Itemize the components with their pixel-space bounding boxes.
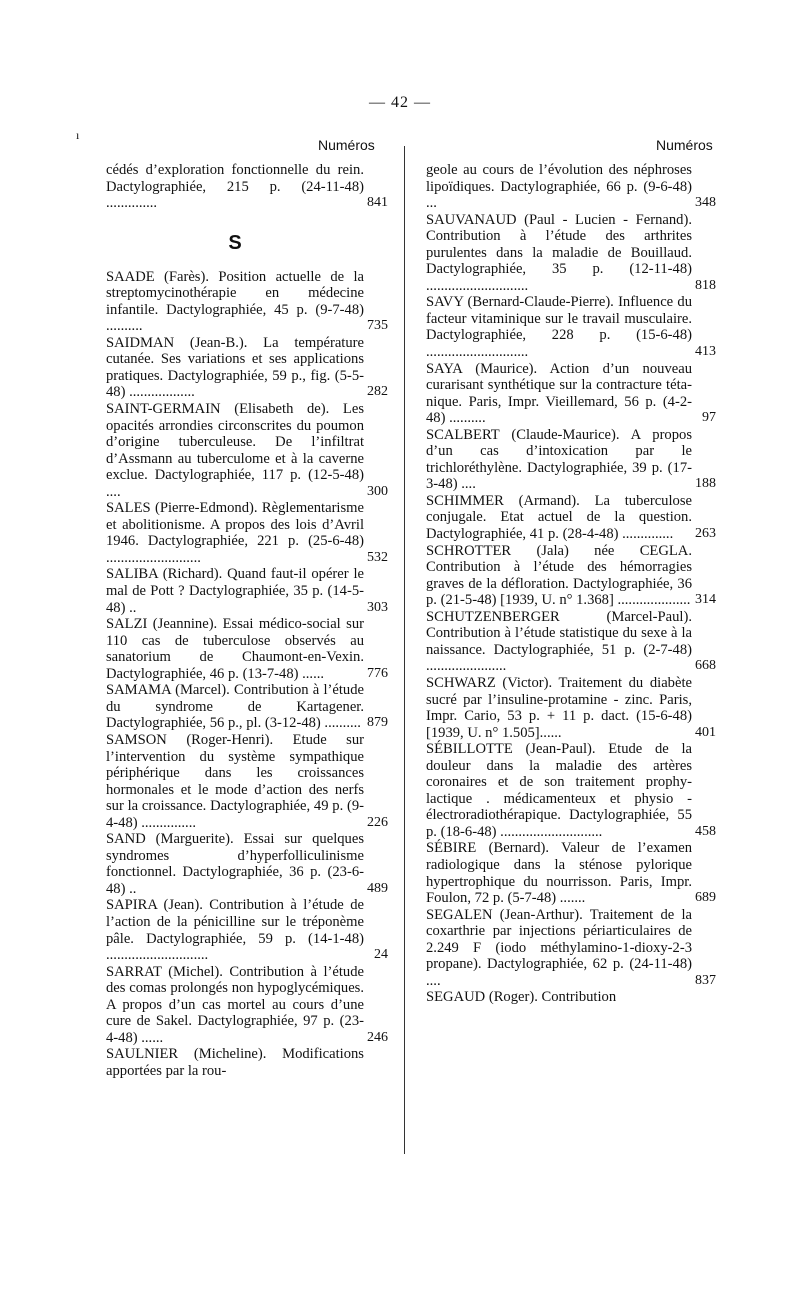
- index-entry: [106, 964, 388, 1047]
- entry-number: 689: [695, 890, 716, 906]
- index-entry: [426, 609, 716, 675]
- entry-text: SÉBILLOTTE (Jean-Paul). Etude de la douleur dans la maladie des artères coronaires et de son traitement prophylactique . médicamenteux et physio - électroradiothérapique. Dactylographiée, 55 p. (18-6-48) ............................: [426, 741, 692, 840]
- index-entry: [426, 543, 716, 609]
- index-entry: [106, 162, 388, 212]
- entry-number: 841: [367, 195, 388, 211]
- entry-text: SAPIRA (Jean). Contribution à l’étude de l’action de la pénicilline sur le tréponème pâle. Dactylographiée, 59 p. (14-1-48) ............................: [106, 897, 364, 964]
- index-entry: [426, 493, 716, 543]
- entry-text: SCHIMMER (Armand). La tuberculose conjugale. Etat actuel de la question. Dactylographiée, 41 p. (28-4-48) ..............: [426, 492, 692, 543]
- section-letter: S: [228, 231, 242, 254]
- entry-number: 401: [695, 724, 716, 740]
- entry-number: 282: [367, 384, 388, 400]
- entry-text: SAND (Marguerite). Essai sur quelques syndromes d’hyperfolliculinisme fonctionnel. Dactylographiée, 36 p. (23-6-48) ..: [106, 831, 364, 897]
- entry-text: geole au cours de l’évolution des néphroses lipoïdiques. Dactylographiée, 66 p. (9-6-48) ...: [426, 162, 692, 212]
- index-entry: [426, 294, 716, 360]
- entry-number: 188: [695, 476, 716, 492]
- index-entry: [106, 831, 388, 897]
- entry-number: 532: [367, 549, 388, 565]
- index-entry: [106, 682, 388, 732]
- entry-number: 413: [695, 344, 716, 360]
- entry-number: 97: [702, 410, 716, 426]
- entry-text: SCHROTTER (Jala) née CEGLA. Contribution à l’étude des hémorragies graves de la défloration. Dactylographiée, 36 p. (21-5-48) [1939, U. n° 1.368] ....................: [426, 542, 692, 609]
- entry-text: SALIBA (Richard). Quand faut-il opérer le mal de Pott ? Dactylographiée, 35 p. (14-5-48) ..: [106, 566, 364, 616]
- entry-number: 348: [695, 195, 716, 211]
- index-entry: [106, 566, 388, 616]
- index-entry: [106, 500, 388, 566]
- index-entry: [426, 989, 716, 1006]
- entry-text: SAIDMAN (Jean-B.). La température cutanée. Ses variations et ses applications pratiques. Dactylographiée, 59 p., fig. (5-5-48) ..................: [106, 334, 364, 401]
- entry-number: 263: [695, 526, 716, 542]
- left-column: [106, 162, 388, 1079]
- right-column: [426, 162, 716, 1006]
- index-entry: [106, 269, 388, 335]
- entry-text: SAUVANAUD (Paul - Lucien - Fernand). Contribution à l’étude des arthrites purulentes dans la maladie de Bouillaud. Dactylographiée, 35 p. (12-11-48) ............................: [426, 211, 692, 294]
- index-entry: [106, 732, 388, 831]
- index-entry: [106, 401, 388, 500]
- right-column-header: Numéros: [656, 137, 713, 153]
- entry-number: 837: [695, 972, 716, 988]
- entry-text: SAADE (Farès). Position actuelle de la streptomycinothérapie en médecine infantile. Dactylographiée, 45 p. (9-7-48) ..........: [106, 268, 364, 335]
- index-entry: [426, 741, 716, 840]
- entry-text: SEGALEN (Jean-Arthur). Traitement de la coxarthrie par injections périarticulaires de 2.249 F (iodo méthylamino-1-dioxy-2-3 propane). Dactylographiée, 62 p. (24-11-48) ....: [426, 906, 692, 989]
- entry-text: SALES (Pierre-Edmond). Règlementarisme et abolitionisme. A propos des lois d’Avril 1946. Dactylographiée, 221 p. (25-6-48) ..........................: [106, 500, 364, 566]
- entry-text: SCALBERT (Claude-Maurice). A propos d’un cas d’intoxication par le trichloréthylène. Dactylographiée, 39 p. (17-3-48) ....: [426, 426, 692, 493]
- entry-number: 226: [367, 814, 388, 830]
- entry-text: SAULNIER (Micheline). Modifications apportées par la rou-: [106, 1046, 364, 1079]
- left-column-header: Numéros: [318, 137, 375, 153]
- index-entry: [426, 675, 716, 741]
- entry-text: SAMAMA (Marcel). Contribution à l’étude du syndrome de Kartagener. Dactylographiée, 56 p., pl. (3-12-48) ..........: [106, 682, 364, 732]
- index-entry: [426, 427, 716, 493]
- index-entry: [426, 361, 716, 427]
- entry-number: 24: [374, 947, 388, 963]
- entry-number: 303: [367, 599, 388, 615]
- entry-number: 818: [695, 277, 716, 293]
- entry-text: SAYA (Maurice). Action d’un nouveau curarisant synthétique sur la contracture tétanique. Paris, Impr. Vieillemard, 56 p. (4-2-48) ..........: [426, 360, 692, 427]
- index-entry: [426, 162, 716, 212]
- index-entry: [106, 616, 388, 682]
- index-entry: [106, 897, 388, 963]
- entry-text: SAVY (Bernard-Claude-Pierre). Influence du facteur vitaminique sur le travail musculaire. Dactylographiée, 228 p. (15-6-48) ............................: [426, 294, 692, 361]
- index-entry: [106, 1046, 388, 1079]
- entry-number: 314: [695, 592, 716, 608]
- entry-text: SCHUTZENBERGER (Marcel-Paul). Contribution à l’étude statistique du sexe à la naissance. Dactylographiée, 51 p. (2-7-48) ......................: [426, 608, 692, 675]
- entry-text: SAMSON (Roger-Henri). Etude sur l’intervention du système sympathique périphérique dans les croissances hormonales et le mode d’action des nerfs sur la croissance. Dactylographiée, 49 p. (9-4-48) ...............: [106, 731, 364, 831]
- entry-number: 246: [367, 1029, 388, 1045]
- index-entry: [426, 907, 716, 990]
- entry-number: 458: [695, 823, 716, 839]
- entry-text: SCHWARZ (Victor). Traitement du diabète sucré par l’insuline-protamine - zinc. Paris, Impr. Cario, 53 p. + 11 p. dact. (15-6-48) [1939, U. n° 1.505]......: [426, 674, 692, 741]
- column-divider: [404, 146, 405, 1154]
- entry-text: SAINT-GERMAIN (Elisabeth de). Les opacités arrondies circonscrites du poumon d’origine tuberculeuse. De l’infiltrat d’Assmann au tuberculome et à la caverne exclue. Dactylographiée, 117 p. (12-5-48) ....: [106, 401, 364, 500]
- entry-number: 879: [367, 715, 388, 731]
- entry-text: SARRAT (Michel). Contribution à l’étude des comas prolongés non hypoglycémiques. A propos d’un cas mortel au cours d’une cure de Sakel. Dactylographiée, 97 p. (23-4-48) ......: [106, 963, 364, 1046]
- entry-number: 489: [367, 880, 388, 896]
- entry-number: 300: [367, 483, 388, 499]
- index-entry: [426, 840, 716, 906]
- page-number: — 42 —: [369, 94, 431, 111]
- entry-number: 668: [695, 658, 716, 674]
- index-entry: [426, 212, 716, 295]
- entry-number: 735: [367, 318, 388, 334]
- entry-text: SEGAUD (Roger). Contribution: [426, 989, 617, 1006]
- index-entry: [106, 335, 388, 401]
- entry-number: 776: [367, 665, 388, 681]
- entry-text: SÉBIRE (Bernard). Valeur de l’examen radiologique dans la sténose pylorique hypertrophique du nourrisson. Paris, Impr. Foulon, 72 p. (5-7-48) .......: [426, 840, 692, 907]
- margin-mark: ı: [76, 128, 80, 142]
- entry-text: SALZI (Jeannine). Essai médico-social sur 110 cas de tuberculose observés au sanatorium de Chaumont-en-Vexin. Dactylographiée, 46 p. (13-7-48) ......: [106, 616, 364, 682]
- entry-text: cédés d’exploration fonctionnelle du rein. Dactylographiée, 215 p. (24-11-48) ..............: [106, 162, 364, 212]
